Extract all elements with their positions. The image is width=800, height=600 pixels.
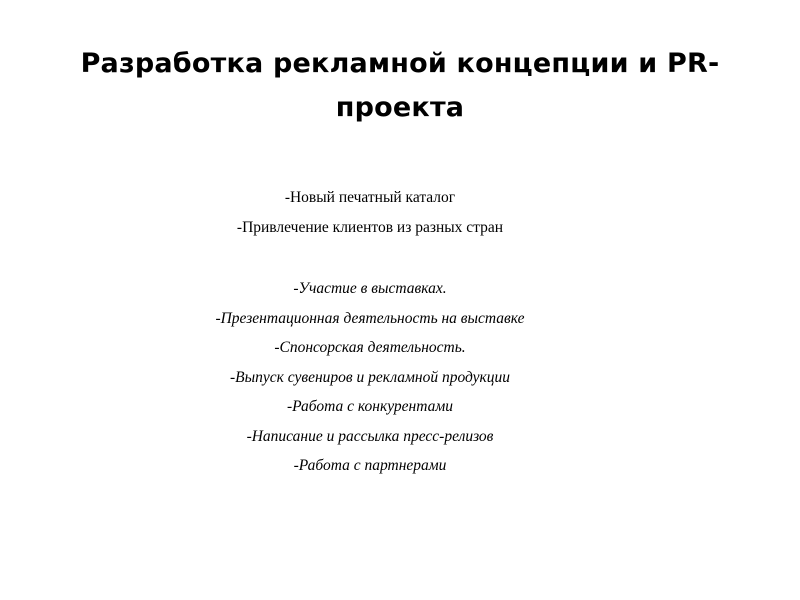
slide-title-line-1: Разработка рекламной концепции и PR-: [80, 48, 720, 79]
list-item: -Выпуск сувениров и рекламной продукции: [229, 368, 511, 386]
activities-list: [0, 274, 740, 481]
list-item: -Новый печатный каталог: [284, 189, 456, 206]
list-item: -Работа с партнерами: [293, 457, 447, 474]
list-item: -Спонсорская деятельность.: [274, 339, 466, 356]
slide-title: [40, 42, 760, 130]
list-item: -Привлечение клиентов из разных стран: [236, 218, 504, 236]
list-item: -Презентационная деятельность на выставке: [215, 309, 525, 327]
list-item: -Участие в выставках.: [293, 280, 447, 297]
slide-title-line-2: проекта: [335, 92, 465, 123]
list-item: -Работа с конкурентами: [286, 398, 453, 415]
goals-list: [0, 183, 740, 242]
list-item: -Написание и рассылка пресс-релизов: [246, 427, 494, 445]
